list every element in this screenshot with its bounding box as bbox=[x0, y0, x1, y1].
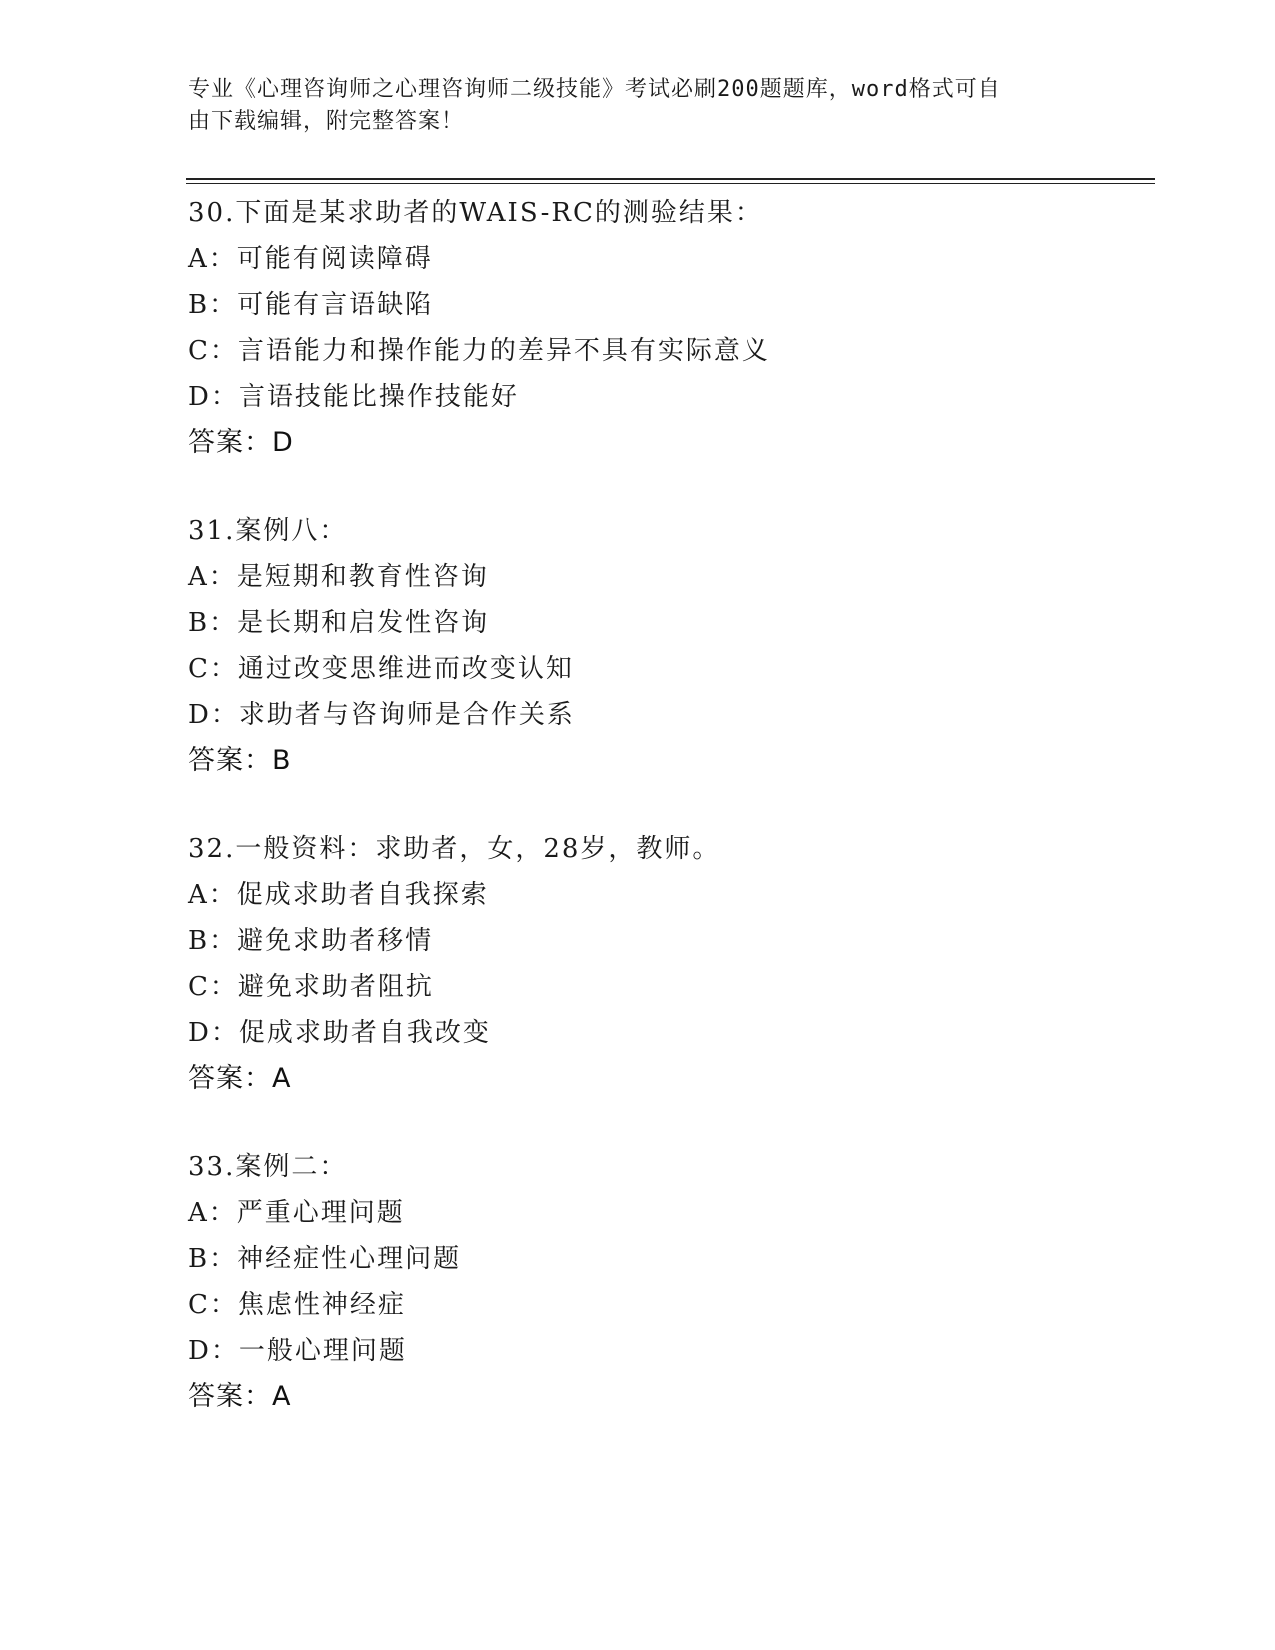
question-31 bbox=[188, 508, 1148, 784]
option-a: A：促成求助者自我探索 bbox=[188, 880, 489, 910]
header-line-1: 专业《心理咨询师之心理咨询师二级技能》考试必刷200题题库，word格式可自 bbox=[188, 77, 1001, 102]
option-c: C：焦虑性神经症 bbox=[188, 1290, 406, 1320]
option-a: A：严重心理问题 bbox=[188, 1198, 405, 1228]
question-gap bbox=[188, 784, 1148, 826]
question-list bbox=[188, 190, 1148, 1420]
option-a: A：是短期和教育性咨询 bbox=[188, 562, 489, 592]
question-33 bbox=[188, 1144, 1148, 1420]
question-gap bbox=[188, 466, 1148, 508]
option-b: B：是长期和启发性咨询 bbox=[188, 608, 490, 638]
question-32 bbox=[188, 826, 1148, 1102]
question-30 bbox=[188, 190, 1148, 466]
option-b: B：避免求助者移情 bbox=[188, 926, 434, 956]
answer-line: 答案：B bbox=[188, 745, 292, 776]
option-c: C：避免求助者阻抗 bbox=[188, 972, 434, 1002]
option-b: B：神经症性心理问题 bbox=[188, 1244, 462, 1274]
question-stem: 33.案例二： bbox=[188, 1152, 348, 1182]
answer-line: 答案：A bbox=[188, 1063, 292, 1094]
answer-line: 答案：D bbox=[188, 427, 294, 458]
question-gap bbox=[188, 1102, 1148, 1144]
header-divider-thick bbox=[186, 178, 1155, 180]
question-stem: 31.案例八： bbox=[188, 516, 348, 546]
option-d: D：求助者与咨询师是合作关系 bbox=[188, 700, 575, 730]
document-header bbox=[188, 74, 1068, 138]
option-a: A：可能有阅读障碍 bbox=[188, 244, 433, 274]
question-stem: 30.下面是某求助者的WAIS-RC的测验结果： bbox=[188, 198, 763, 228]
header-divider-thin bbox=[186, 183, 1155, 184]
question-stem: 32.一般资料：求助者，女，28岁，教师。 bbox=[188, 834, 721, 864]
option-c: C：通过改变思维进而改变认知 bbox=[188, 654, 574, 684]
option-d: D：言语技能比操作技能好 bbox=[188, 382, 519, 412]
option-d: D：促成求助者自我改变 bbox=[188, 1018, 491, 1048]
answer-line: 答案：A bbox=[188, 1381, 292, 1412]
header-line-2: 由下载编辑，附完整答案！ bbox=[188, 109, 465, 134]
option-d: D：一般心理问题 bbox=[188, 1336, 407, 1366]
option-b: B：可能有言语缺陷 bbox=[188, 290, 434, 320]
option-c: C：言语能力和操作能力的差异不具有实际意义 bbox=[188, 336, 770, 366]
